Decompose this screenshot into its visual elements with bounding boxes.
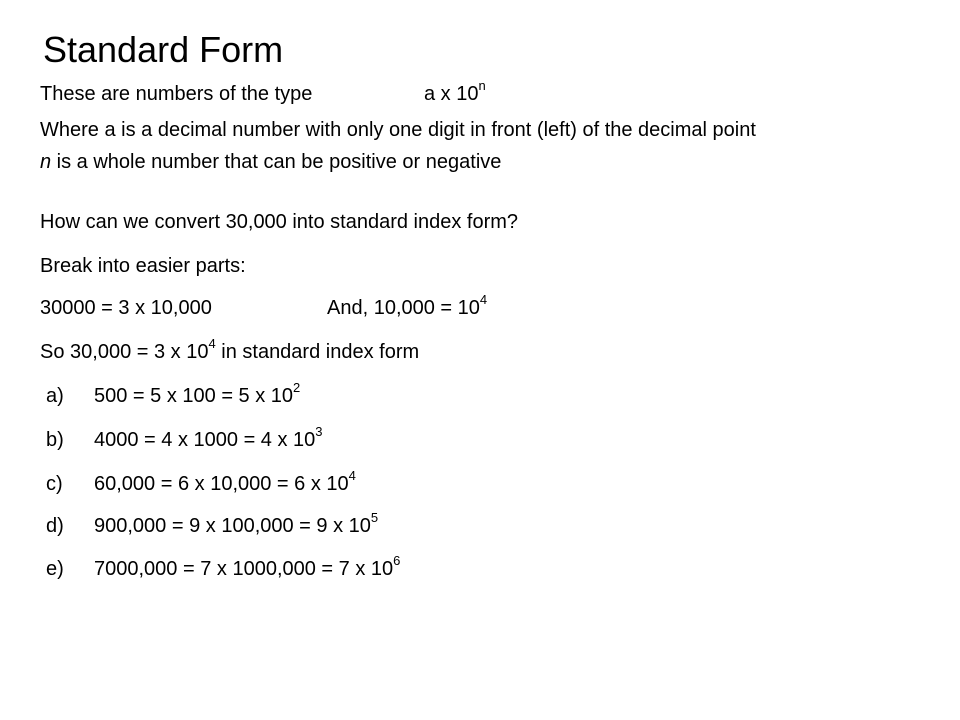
page-title: Standard Form — [43, 29, 284, 70]
step1-right-exponent: 4 — [479, 292, 488, 308]
example-step1-left: 30000 = 3 x 10,000 — [40, 297, 212, 319]
conclusion-exponent: 4 — [208, 336, 216, 352]
expression-exponent: n — [478, 78, 486, 94]
example-question: How can we convert 30,000 into standard index form? — [40, 211, 519, 233]
expression-base: a x 10 — [424, 83, 479, 105]
list-exponent: 3 — [315, 424, 323, 440]
conclusion-base: So 30,000 = 3 x 10 — [40, 341, 209, 363]
list-marker: c) — [46, 473, 63, 495]
list-marker: d) — [46, 515, 64, 537]
intro-type-expression — [424, 78, 486, 106]
list-text: 4000 = 4 x 1000 = 4 x 10 — [94, 429, 316, 451]
definition-a-line: Where a is a decimal number with only one digit in front (left) of the decimal point — [40, 119, 756, 141]
intro-type-label: These are numbers of the type — [40, 83, 313, 105]
variable-n: n — [40, 151, 52, 173]
step1-right-base: And, 10,000 = 10 — [327, 297, 480, 319]
list-marker: e) — [46, 558, 64, 580]
list-text: 500 = 5 x 100 = 5 x 10 — [94, 385, 294, 407]
list-item — [46, 380, 301, 408]
list-item — [46, 553, 401, 581]
definition-n-text: is a whole number that can be positive or negative — [51, 151, 502, 173]
list-exponent: 4 — [348, 468, 356, 484]
list-item — [46, 468, 356, 496]
example-hint: Break into easier parts: — [40, 255, 246, 277]
list-exponent: 6 — [393, 553, 401, 569]
conclusion-rest: in standard index form — [215, 341, 420, 363]
list-text: 7000,000 = 7 x 1000,000 = 7 x 10 — [94, 558, 394, 580]
list-exponent: 2 — [293, 380, 301, 396]
list-text: 60,000 = 6 x 10,000 = 6 x 10 — [94, 473, 349, 495]
list-item — [46, 510, 379, 538]
example-step1-right — [327, 292, 488, 320]
list-exponent: 5 — [370, 510, 379, 526]
list-marker: a) — [46, 385, 64, 407]
example-conclusion — [40, 336, 420, 364]
list-text: 900,000 = 9 x 100,000 = 9 x 10 — [94, 515, 371, 537]
definition-n-line — [40, 150, 501, 174]
list-marker: b) — [46, 429, 64, 451]
list-item — [46, 424, 323, 452]
intro-type-line — [40, 82, 312, 106]
